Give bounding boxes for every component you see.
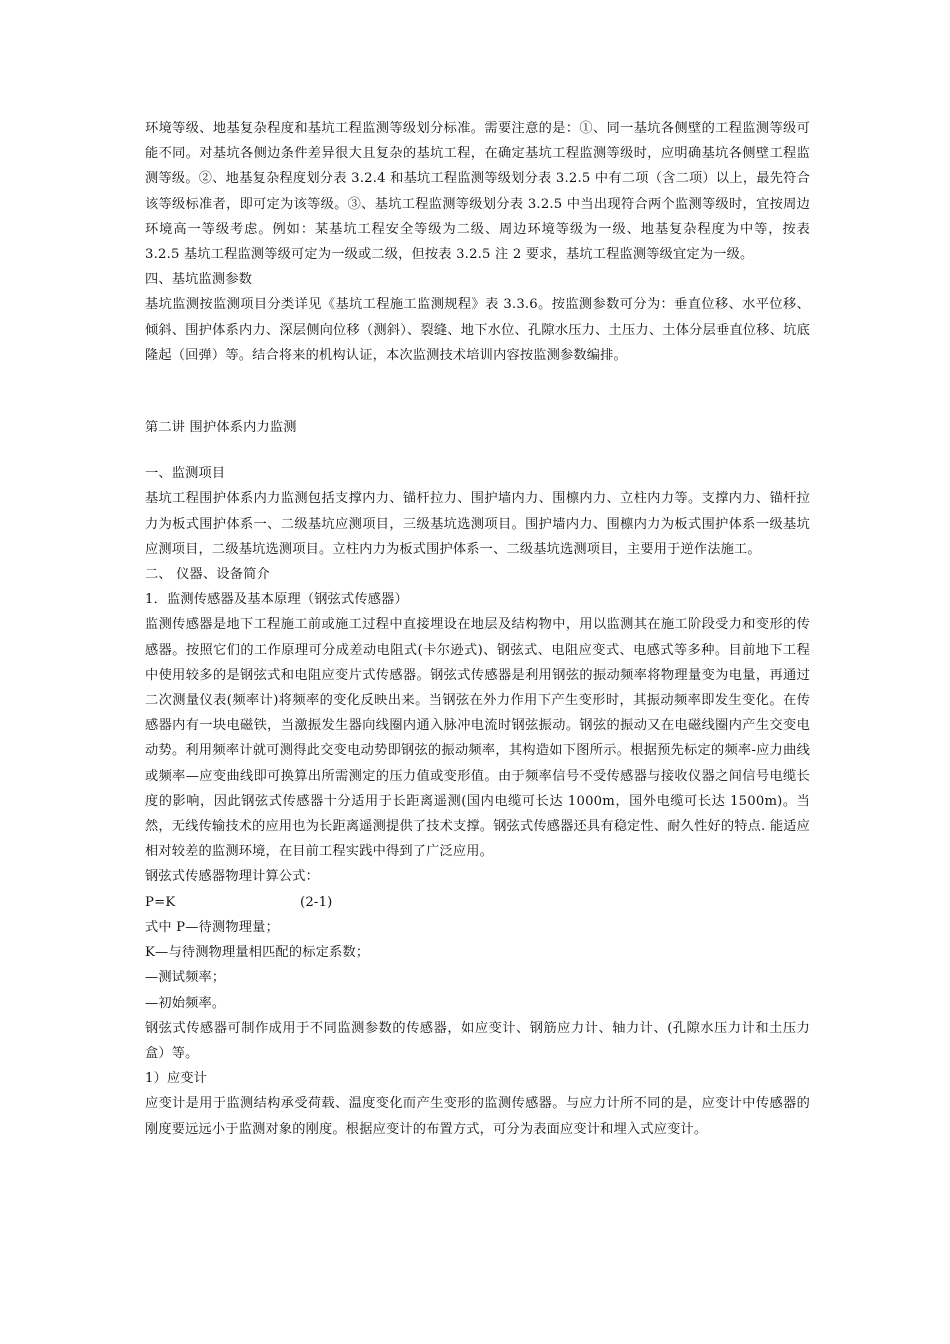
heading-strain-gauge: 1）应变计 bbox=[145, 1071, 208, 1087]
paragraph-sensor-principle: 监测传感器是地下工程施工前或施工过程中直接埋设在地层及结构物中，用以监测其在施工阶段受力和变形的传感器。按照它们的工作原理可分成差动电阻式(卡尔逊式)、钢弦式、电阻应变式、电感式等多种。目前地下工程中使用较多的是钢弦式和电阻应变片式传感器。钢弦式传感器是利用钢弦的振动频率将物理量变为电量，再通过二次测量仪表(频率计)将频率的变化反映出来。当钢弦在外力作用下产生变形时，其振动频率即发生变化。在传感器内有一块电磁铁，当激振发生器向线圈内通入脉冲电流时钢弦振动。钢弦的振动又在电磁线圈内产生交变电动势。利用频率计就可测得此交变电动势即钢弦的振动频率，其构造如下图所示。根据预先标定的频率-应力曲线或频率—应变曲线即可换算出所需测定的压力值或变形值。由于频率信号不受传感器与接收仪器之间信号电缆长度的影响，因此钢弦式传感器十分适用于长距离遥测(国内电缆可长达 1000m，国外电缆可长达 1500m)。当然，无线传输技术的应用也为长距离遥测提供了技术支撑。钢弦式传感器还具有稳定性、耐久性好的特点. 能适应相对较差的监测环境，在目前工程实践中得到了广泛应用。 bbox=[145, 617, 810, 860]
document-page bbox=[145, 116, 810, 1142]
heading-monitoring-items: 一、监测项目 bbox=[145, 466, 226, 482]
heading-instruments: 二、 仪器、设备简介 bbox=[145, 567, 270, 583]
definition-initial-frequency: —初始频率。 bbox=[145, 995, 226, 1011]
paragraph-sensor-types: 钢弦式传感器可制作成用于不同监测参数的传感器，如应变计、钢筋应力计、轴力计、(孔隙水压力计和土压力盒）等。 bbox=[145, 1020, 810, 1061]
formula-title: 钢弦式传感器物理计算公式： bbox=[145, 869, 320, 885]
formula-expression: P=K bbox=[145, 894, 176, 910]
heading-monitoring-parameters: 四、基坑监测参数 bbox=[145, 272, 253, 288]
definition-test-frequency: —测试频率； bbox=[145, 970, 226, 986]
paragraph-monitoring-items: 基坑工程围护体系内力监测包括支撑内力、锚杆拉力、围护墙内力、围檩内力、立柱内力等。支撑内力、锚杆拉力为板式围护体系一、二级基坑应测项目，三级基坑选测项目。围护墙内力、围檩内力为板式围护体系一级基坑应测项目，二级基坑选测项目。立柱内力为板式围护体系一、二级基坑选测项目，主要用于逆作法施工。 bbox=[145, 491, 810, 557]
definition-p: 式中 P—待测物理量； bbox=[145, 919, 279, 935]
paragraph-strain-gauge: 应变计是用于监测结构承受荷载、温度变化而产生变形的监测传感器。与应力计所不同的是，应变计中传感器的刚度要远远小于监测对象的刚度。根据应变计的布置方式，可分为表面应变计和埋入式应变计。 bbox=[145, 1096, 810, 1137]
definition-k: K—与待测物理量相匹配的标定系数； bbox=[145, 945, 370, 961]
lecture-title: 第二讲 围护体系内力监测 bbox=[145, 420, 297, 436]
heading-sensor-principle: 1．监测传感器及基本原理（钢弦式传感器） bbox=[145, 592, 408, 608]
paragraph-monitoring-parameters: 基坑监测按监测项目分类详见《基坑工程施工监测规程》表 3.3.6。按监测参数可分为：垂直位移、水平位移、倾斜、围护体系内力、深层侧向位移（测斜）、裂缝、地下水位、孔隙水压力、土压力、土体分层垂直位移、坑底隆起（回弹）等。结合将来的机构认证，本次监测技术培训内容按监测参数编排。 bbox=[145, 297, 810, 363]
formula-number: (2-1) bbox=[300, 894, 333, 910]
paragraph-monitoring-grade: 环境等级、地基复杂程度和基坑工程监测等级划分标准。需要注意的是：①、同一基坑各侧壁的工程监测等级可能不同。对基坑各侧边条件差异很大且复杂的基坑工程，在确定基坑工程监测等级时，应明确基坑各侧壁工程监测等级。②、地基复杂程度划分表 3.2.4 和基坑工程监测等级划分表 3.2.5 中有二项（含二项）以上，最先符合该等级标准者，即可定为该等级。③、基坑工程监测等级划分表 3.2.5 中当出现符合两个监测等级时，宜按周边环境高一等级考虑。例如：某基坑工程安全等级为二级、周边环境等级为一级、地基复杂程度为中等，按表 3.2.5 基坑工程监测等级可定为一级或二级，但按表 3.2.5 注 2 要求，基坑工程监测等级宜定为一级。 bbox=[145, 121, 810, 263]
formula-line bbox=[145, 890, 810, 915]
